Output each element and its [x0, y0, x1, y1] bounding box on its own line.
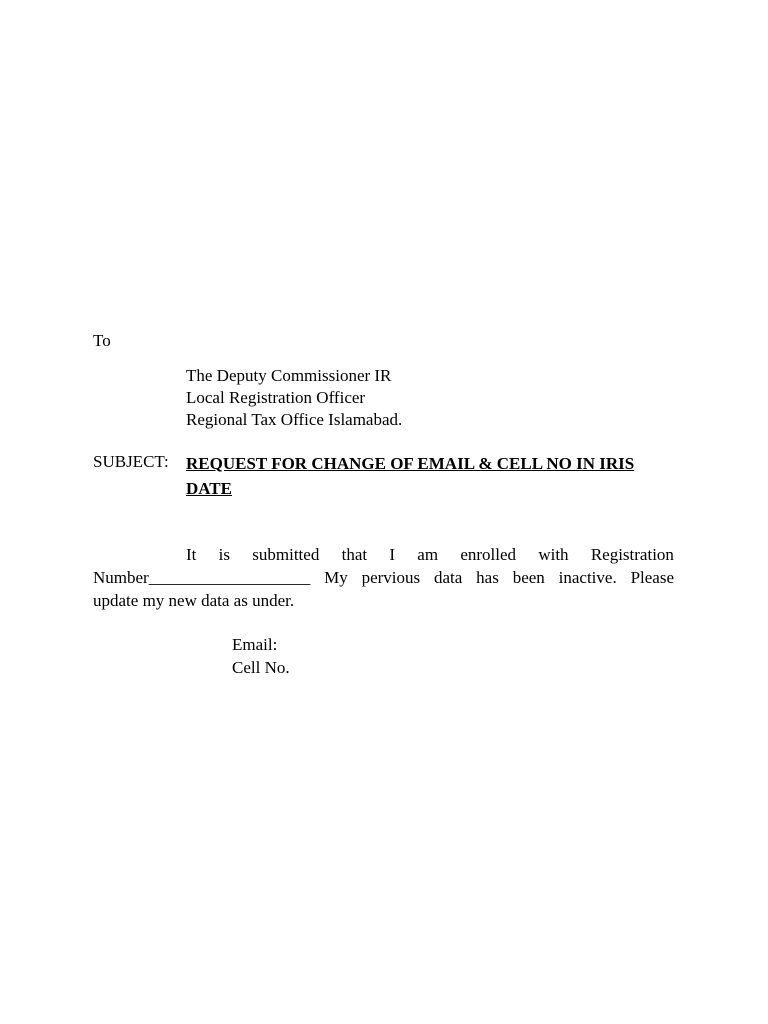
address-line: The Deputy Commissioner IR — [186, 366, 392, 385]
body-word: enrolled — [460, 545, 517, 564]
body-word: am — [417, 545, 439, 564]
body-paragraph — [93, 544, 674, 613]
body-word: Please — [630, 568, 674, 587]
body-word: It — [186, 545, 197, 564]
body-word: Registration — [590, 545, 674, 564]
body-word: with — [538, 545, 569, 564]
address-line: Regional Tax Office Islamabad. — [186, 410, 403, 429]
recipient-address — [186, 365, 402, 431]
body-word: Number___________________ — [93, 568, 311, 587]
body-word: been — [512, 568, 545, 587]
email-field-label: Email: — [232, 635, 278, 654]
subject-line: DATE — [186, 479, 232, 498]
body-word: is — [218, 545, 230, 564]
subject-line: REQUEST FOR CHANGE OF EMAIL & CELL NO IN IRIS — [186, 454, 635, 473]
subject-label: SUBJECT: — [93, 452, 169, 471]
body-line — [93, 544, 674, 567]
body-word: that — [341, 545, 368, 564]
body-line: update my new data as under. — [93, 591, 295, 610]
subject-text — [186, 451, 634, 501]
cell-no-field-label: Cell No. — [232, 658, 290, 677]
body-word: has — [476, 568, 499, 587]
body-line — [93, 567, 674, 590]
body-word: I — [389, 545, 396, 564]
body-word: pervious — [361, 568, 421, 587]
update-fields — [232, 634, 290, 680]
body-word: My — [324, 568, 348, 587]
address-line: Local Registration Officer — [186, 388, 366, 407]
body-word: inactive. — [558, 568, 617, 587]
salutation-to: To — [93, 331, 111, 350]
body-word: data — [433, 568, 463, 587]
body-word: submitted — [252, 545, 320, 564]
